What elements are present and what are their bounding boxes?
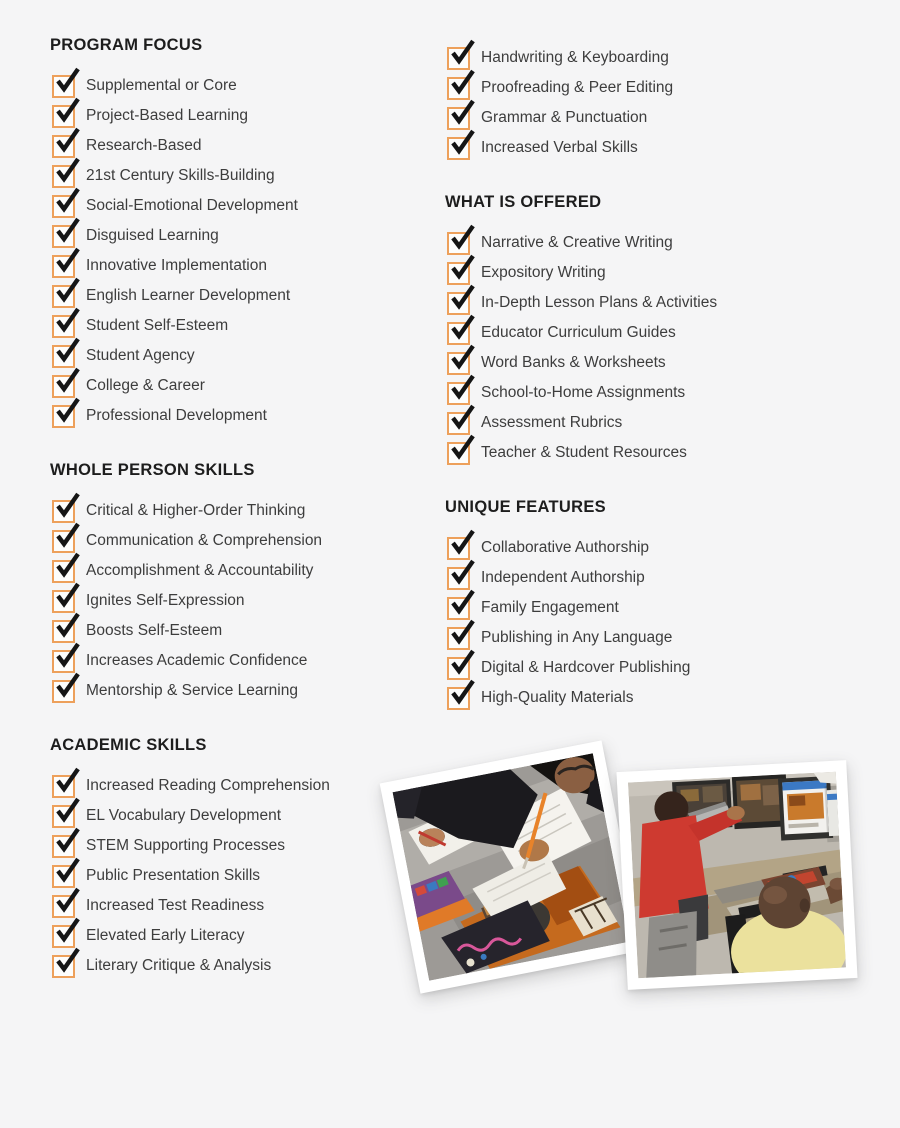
check-mark-icon <box>54 98 80 125</box>
checkbox-checked-icon <box>447 322 470 345</box>
checklist-item-label: Increased Verbal Skills <box>481 139 638 157</box>
checklist-item <box>50 556 410 586</box>
check-mark-icon <box>449 315 475 342</box>
checklist-item-label: Literary Critique & Analysis <box>86 957 272 975</box>
checklist <box>50 496 410 706</box>
checklist-item-label: Family Engagement <box>481 599 619 617</box>
checklist-item-label: Teacher & Student Resources <box>481 444 687 462</box>
checklist-item <box>445 228 865 258</box>
check-mark-icon <box>54 768 80 795</box>
checklist-item <box>445 623 865 653</box>
checkbox-checked-icon <box>447 567 470 590</box>
check-mark-icon <box>449 530 475 557</box>
section-program-focus <box>50 36 410 431</box>
check-mark-icon <box>449 100 475 127</box>
checklist-item-label: Collaborative Authorship <box>481 539 650 557</box>
checklist-item <box>445 258 865 288</box>
check-mark-icon <box>449 345 475 372</box>
checklist-item-label: STEM Supporting Processes <box>86 837 286 855</box>
section-title: UNIQUE FEATURES <box>445 498 606 516</box>
checklist-item <box>50 771 410 801</box>
checklist-item-label: Expository Writing <box>481 264 606 282</box>
check-mark-icon <box>54 798 80 825</box>
checkbox-checked-icon <box>52 925 75 948</box>
checklist-item-label: Social-Emotional Development <box>86 197 298 215</box>
check-mark-icon <box>54 308 80 335</box>
checklist-item <box>445 318 865 348</box>
check-mark-icon <box>54 368 80 395</box>
check-mark-icon <box>449 130 475 157</box>
checklist-item <box>445 653 865 683</box>
checklist-item <box>50 646 410 676</box>
checkbox-checked-icon <box>52 195 75 218</box>
checklist-item-label: Accomplishment & Accountability <box>86 562 314 580</box>
checkbox-checked-icon <box>447 292 470 315</box>
checkbox-checked-icon <box>52 895 75 918</box>
checklist-item-label: Project-Based Learning <box>86 107 248 125</box>
checkbox-checked-icon <box>52 165 75 188</box>
checklist-item-label: Professional Development <box>86 407 267 425</box>
checkbox-checked-icon <box>447 352 470 375</box>
checkbox-checked-icon <box>447 687 470 710</box>
right-column <box>445 43 865 713</box>
checklist-item-label: Increases Academic Confidence <box>86 652 308 670</box>
check-mark-icon <box>449 560 475 587</box>
checkbox-checked-icon <box>52 315 75 338</box>
checklist-item-label: Increased Test Readiness <box>86 897 265 915</box>
computer-lab-photo <box>616 760 857 990</box>
checkbox-checked-icon <box>52 375 75 398</box>
section-title: WHOLE PERSON SKILLS <box>50 461 255 479</box>
checkbox-checked-icon <box>52 955 75 978</box>
checklist-item <box>445 593 865 623</box>
checklist-item-label: Word Banks & Worksheets <box>481 354 666 372</box>
checklist-item <box>50 131 410 161</box>
check-mark-icon <box>449 590 475 617</box>
checklist-item <box>50 951 410 981</box>
check-mark-icon <box>449 680 475 707</box>
checklist-item <box>50 71 410 101</box>
checklist-item <box>445 103 865 133</box>
checklist <box>445 43 865 163</box>
section-title: ACADEMIC SKILLS <box>50 736 207 754</box>
section-title: WHAT IS OFFERED <box>445 193 602 211</box>
check-mark-icon <box>54 553 80 580</box>
checklist-item <box>50 861 410 891</box>
checklist-item <box>50 586 410 616</box>
section-academic-skills-continued <box>445 43 865 163</box>
checkbox-checked-icon <box>52 255 75 278</box>
checklist-item-label: Narrative & Creative Writing <box>481 234 673 252</box>
checklist-item-label: Research-Based <box>86 137 202 155</box>
checklist-item <box>50 831 410 861</box>
checklist-item-label: School-to-Home Assignments <box>481 384 686 402</box>
checkbox-checked-icon <box>447 412 470 435</box>
checklist-item <box>50 891 410 921</box>
checkbox-checked-icon <box>52 500 75 523</box>
check-mark-icon <box>449 70 475 97</box>
checkbox-checked-icon <box>447 382 470 405</box>
checklist-item <box>445 378 865 408</box>
check-mark-icon <box>54 278 80 305</box>
checklist-item <box>445 408 865 438</box>
check-mark-icon <box>449 620 475 647</box>
checklist-item <box>50 191 410 221</box>
checklist-item-label: Innovative Implementation <box>86 257 267 275</box>
checklist-item-label: English Learner Development <box>86 287 291 305</box>
checklist-item-label: Independent Authorship <box>481 569 645 587</box>
checklist-item <box>445 563 865 593</box>
check-mark-icon <box>54 523 80 550</box>
checklist-item <box>50 161 410 191</box>
checklist-item-label: Student Agency <box>86 347 195 365</box>
checkbox-checked-icon <box>447 627 470 650</box>
check-mark-icon <box>54 673 80 700</box>
checkbox-checked-icon <box>52 805 75 828</box>
checklist-item <box>445 73 865 103</box>
check-mark-icon <box>449 255 475 282</box>
checklist-item <box>445 438 865 468</box>
checkbox-checked-icon <box>52 775 75 798</box>
checklist-item-label: EL Vocabulary Development <box>86 807 282 825</box>
check-mark-icon <box>449 650 475 677</box>
check-mark-icon <box>54 613 80 640</box>
checkbox-checked-icon <box>52 225 75 248</box>
check-mark-icon <box>449 285 475 312</box>
checklist-item <box>445 348 865 378</box>
checkbox-checked-icon <box>447 597 470 620</box>
checklist-item-label: Assessment Rubrics <box>481 414 623 432</box>
checkbox-checked-icon <box>52 680 75 703</box>
check-mark-icon <box>54 188 80 215</box>
check-mark-icon <box>54 398 80 425</box>
check-mark-icon <box>54 338 80 365</box>
check-mark-icon <box>54 248 80 275</box>
checkbox-checked-icon <box>52 135 75 158</box>
checkbox-checked-icon <box>447 47 470 70</box>
checkbox-checked-icon <box>52 835 75 858</box>
checklist-item <box>445 43 865 73</box>
check-mark-icon <box>54 128 80 155</box>
checklist-item <box>50 801 410 831</box>
check-mark-icon <box>449 435 475 462</box>
checklist <box>445 228 865 468</box>
checklist-item <box>445 133 865 163</box>
checklist-item-label: Mentorship & Service Learning <box>86 682 298 700</box>
checkbox-checked-icon <box>52 75 75 98</box>
checkbox-checked-icon <box>447 77 470 100</box>
checklist-item-label: Grammar & Punctuation <box>481 109 648 127</box>
checklist-item-label: Boosts Self-Esteem <box>86 622 223 640</box>
checkbox-checked-icon <box>52 405 75 428</box>
checklist <box>445 533 865 713</box>
check-mark-icon <box>54 218 80 245</box>
checkbox-checked-icon <box>52 620 75 643</box>
checklist-item <box>445 288 865 318</box>
checklist-item <box>50 251 410 281</box>
checkbox-checked-icon <box>52 285 75 308</box>
checklist-item-label: In-Depth Lesson Plans & Activities <box>481 294 718 312</box>
check-mark-icon <box>54 583 80 610</box>
check-mark-icon <box>54 493 80 520</box>
checklist-item-label: Educator Curriculum Guides <box>481 324 676 342</box>
section-title: PROGRAM FOCUS <box>50 36 203 54</box>
checklist-item <box>50 221 410 251</box>
checkbox-checked-icon <box>447 232 470 255</box>
checklist-item <box>50 311 410 341</box>
checklist-item <box>50 616 410 646</box>
checkbox-checked-icon <box>447 262 470 285</box>
checkbox-checked-icon <box>447 107 470 130</box>
checkbox-checked-icon <box>52 865 75 888</box>
checkbox-checked-icon <box>447 537 470 560</box>
checklist <box>50 71 410 431</box>
checklist-item-label: Ignites Self-Expression <box>86 592 245 610</box>
checkbox-checked-icon <box>447 657 470 680</box>
checklist-item <box>445 683 865 713</box>
checklist-item-label: Publishing in Any Language <box>481 629 673 647</box>
checklist-item <box>50 676 410 706</box>
checklist-item <box>50 921 410 951</box>
checklist-item-label: Increased Reading Comprehension <box>86 777 330 795</box>
checkbox-checked-icon <box>52 560 75 583</box>
checklist-item-label: Public Presentation Skills <box>86 867 261 885</box>
section-academic-skills <box>50 736 410 981</box>
check-mark-icon <box>54 918 80 945</box>
checkbox-checked-icon <box>447 442 470 465</box>
section-unique-features <box>445 498 865 713</box>
checklist-item-label: Supplemental or Core <box>86 77 237 95</box>
check-mark-icon <box>54 888 80 915</box>
left-column <box>50 36 410 981</box>
checklist-item-label: College & Career <box>86 377 205 395</box>
checklist-item-label: Proofreading & Peer Editing <box>481 79 674 97</box>
checkbox-checked-icon <box>52 345 75 368</box>
checklist-item-label: Handwriting & Keyboarding <box>481 49 669 67</box>
checkbox-checked-icon <box>52 105 75 128</box>
check-mark-icon <box>54 828 80 855</box>
section-what-is-offered <box>445 193 865 468</box>
computer-lab-photo-image <box>628 772 846 979</box>
section-whole-person-skills <box>50 461 410 706</box>
check-mark-icon <box>449 375 475 402</box>
checklist-item <box>50 371 410 401</box>
checklist-item-label: 21st Century Skills-Building <box>86 167 275 185</box>
checklist-item-label: Disguised Learning <box>86 227 219 245</box>
checkbox-checked-icon <box>52 650 75 673</box>
check-mark-icon <box>54 643 80 670</box>
students-writing-photo-image <box>393 753 630 980</box>
checklist-item <box>445 533 865 563</box>
check-mark-icon <box>54 948 80 975</box>
checklist-item <box>50 341 410 371</box>
checklist-item-label: Student Self-Esteem <box>86 317 229 335</box>
checklist-item-label: High-Quality Materials <box>481 689 634 707</box>
check-mark-icon <box>54 68 80 95</box>
checklist-item-label: Communication & Comprehension <box>86 532 323 550</box>
checklist-item <box>50 401 410 431</box>
check-mark-icon <box>54 158 80 185</box>
checklist-item <box>50 496 410 526</box>
checkbox-checked-icon <box>52 530 75 553</box>
checkbox-checked-icon <box>52 590 75 613</box>
checklist-item <box>50 101 410 131</box>
checklist <box>50 771 410 981</box>
check-mark-icon <box>449 40 475 67</box>
check-mark-icon <box>449 405 475 432</box>
checklist-item <box>50 526 410 556</box>
students-writing-photo <box>380 740 643 993</box>
checklist-item-label: Critical & Higher-Order Thinking <box>86 502 306 520</box>
checklist-item-label: Elevated Early Literacy <box>86 927 245 945</box>
checklist-item-label: Digital & Hardcover Publishing <box>481 659 691 677</box>
checkbox-checked-icon <box>447 137 470 160</box>
checklist-item <box>50 281 410 311</box>
check-mark-icon <box>449 225 475 252</box>
check-mark-icon <box>54 858 80 885</box>
